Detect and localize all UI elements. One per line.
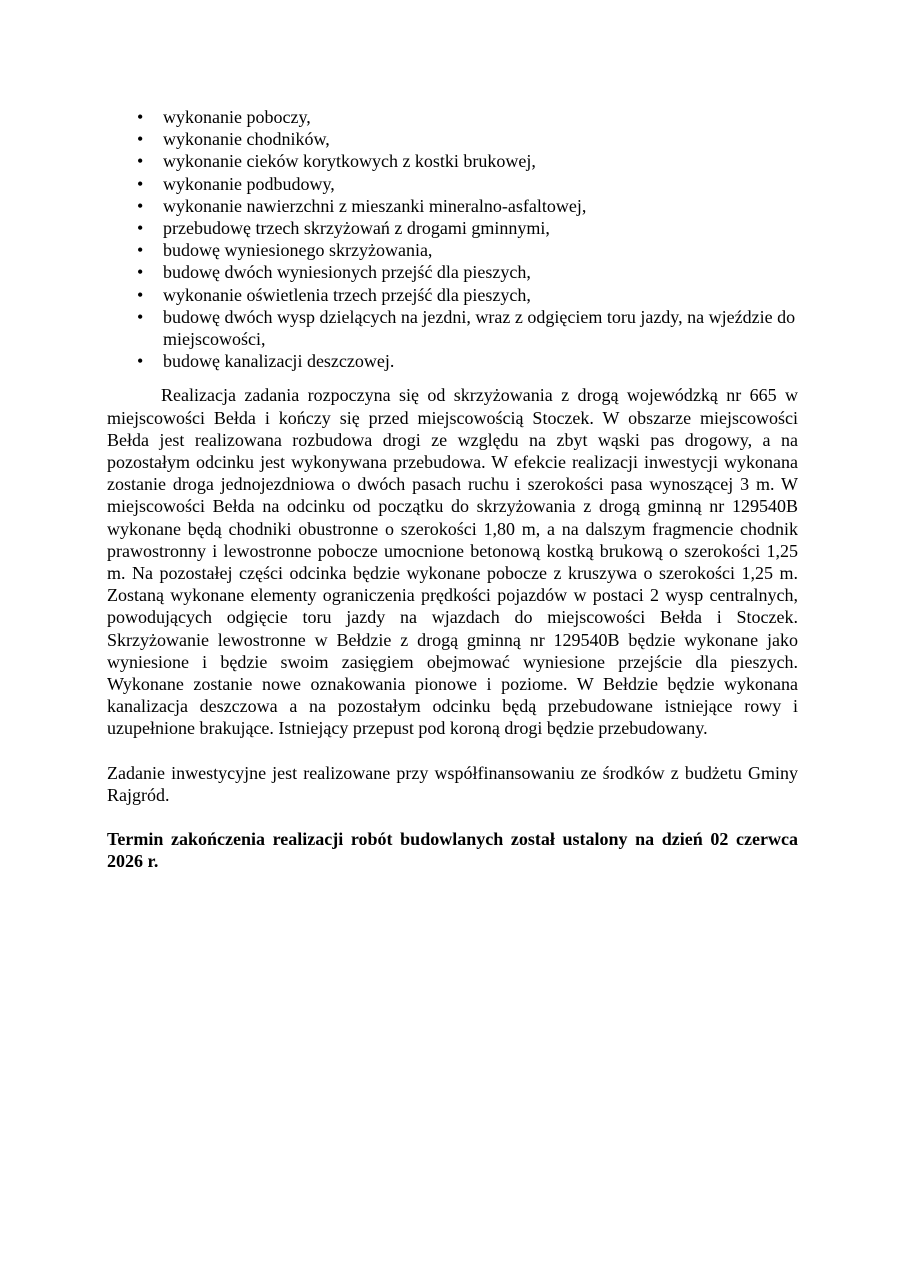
list-item: • wykonanie nawierzchni z mieszanki mineralno-asfaltowej, [107, 195, 798, 217]
list-item: • przebudowę trzech skrzyżowań z drogami gminnymi, [107, 217, 798, 239]
list-item: • wykonanie poboczy, [107, 106, 798, 128]
list-item: • wykonanie cieków korytkowych z kostki brukowej, [107, 150, 798, 172]
list-item: • wykonanie oświetlenia trzech przejść dla pieszych, [107, 284, 798, 306]
list-item: • wykonanie podbudowy, [107, 173, 798, 195]
list-item: • budowę wyniesionego skrzyżowania, [107, 239, 798, 261]
paragraph-realization: Realizacja zadania rozpoczyna się od skrzyżowania z drogą wojewódzką nr 665 w miejscowości Bełda i kończy się przed miejscowością Stoczek. W obszarze miejscowości Bełda jest realizowana rozbudowa drogi ze względu na zbyt wąski pas drogowy, a na pozostałym odcinku jest wykonywana przebudowa. W efekcie realizacji inwestycji wykonana zostanie droga jednojezdniowa o dwóch pasach ruchu i szerokości pasa wynoszącej 3 m. W miejscowości Bełda na odcinku od początku do skrzyżowania z drogą gminną nr 129540B wykonane będą chodniki obustronne o szerokości 1,80 m, a na dalszym fragmencie chodnik prawostronny i lewostronne pobocze umocnione betonową kostką brukową o szerokości 1,25 m. Na pozostałej części odcinka będzie wykonane pobocze z kruszywa o szerokości 1,25 m. Zostaną wykonane elementy ograniczenia prędkości pojazdów w postaci 2 wysp centralnych, powodujących odgięcie toru jazdy na wjazdach do miejscowości Bełda i Stoczek. Skrzyżowanie lewostronne w Bełdzie z drogą gminną nr 129540B będzie wykonane jako wyniesione i będzie swoim zasięgiem obejmować wyniesione przejście dla pieszych. Wykonane zostanie nowe oznakowania pionowe i poziome. W Bełdzie będzie wykonana kanalizacja deszczowa a na pozostałym odcinku będą przebudowane istniejące rowy i uzupełnione brakujące. Istniejący przepust pod koroną drogi będzie przebudowany. [107, 385, 798, 739]
list-item: • budowę dwóch wyniesionych przejść dla pieszych, [107, 261, 798, 283]
list-item: • wykonanie chodników, [107, 128, 798, 150]
paragraph-funding: Zadanie inwestycyjne jest realizowane przy współfinansowaniu ze środków z budżetu Gminy Rajgród. [107, 762, 798, 805]
list-item: • budowę kanalizacji deszczowej. [107, 350, 798, 372]
list-item: • budowę dwóch wysp dzielących na jezdni, wraz z odgięciem toru jazdy, na wjeździe do miejscowości, [107, 306, 798, 350]
work-items-list [107, 106, 798, 372]
paragraph-deadline: Termin zakończenia realizacji robót budowlanych został ustalony na dzień 02 czerwca 2026 r. [107, 829, 798, 872]
